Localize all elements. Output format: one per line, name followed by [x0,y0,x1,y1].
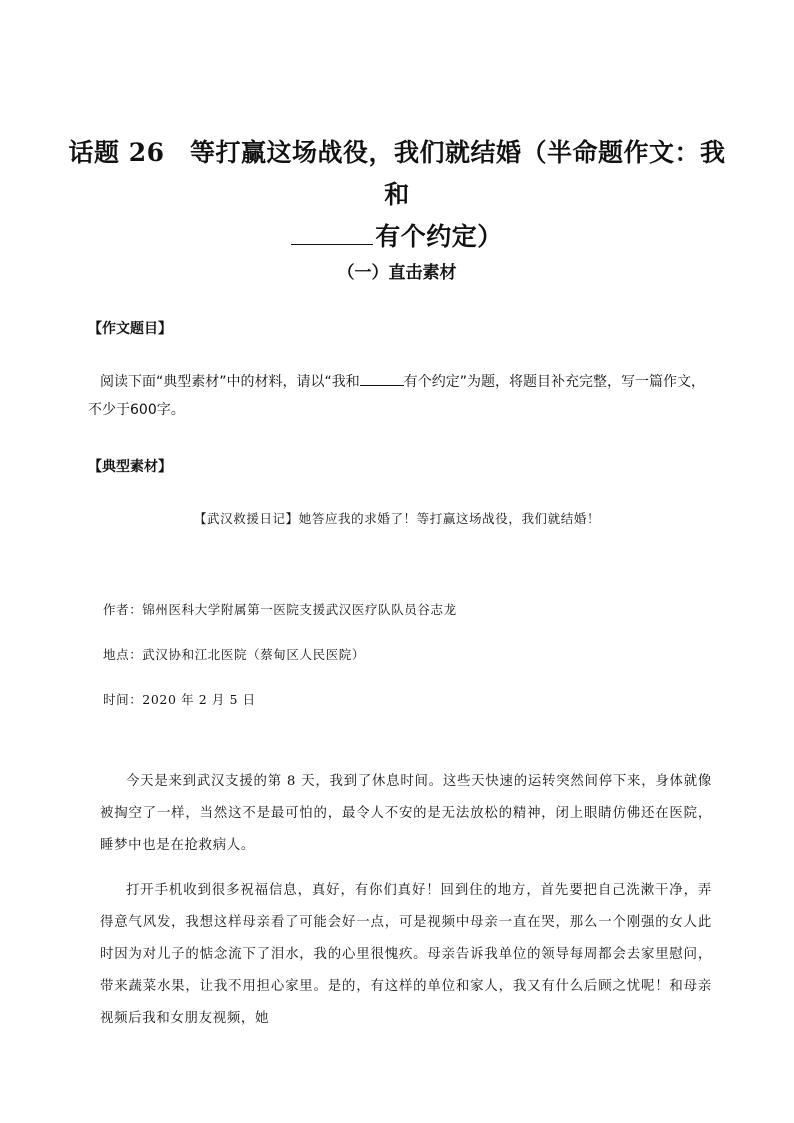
prompt-paragraph [88,368,715,424]
prompt-blank [360,371,404,386]
title-line-2 [60,216,734,258]
material-author: 作者：锦州医科大学附属第一医院支援武汉医疗队队员谷志龙 [103,602,457,617]
material-paragraph-2: 打开手机收到很多祝福信息，真好，有你们真好！回到住的地方，首先要把自己洗漱干净，弄得意气风发，我想这样母亲看了可能会好一点，可是视频中母亲一直在哭，那么一个刚强的女人此时因为对儿子的惦念流下了泪水，我的心里很愧疚。母亲告诉我单位的领导每周都会去家里慰问，带来蔬菜水果，让我不用担心家里。是的，有这样的单位和家人，我又有什么后顾之忧呢！和母亲视频后我和女朋友视频，她 [100,883,712,1026]
material-location: 地点：武汉协和江北医院（蔡甸区人民医院） [103,647,366,662]
prompt-text-a: 阅读下面“典型素材”中的材料，请以“我和 [100,374,360,390]
prompt-heading: 【作文题目】 [88,321,172,337]
material-heading: 【典型素材】 [88,459,172,475]
title-line-1: 话题 26 等打赢这场战役，我们就结婚（半命题作文：我和 [68,138,726,209]
material-headline: 【武汉救援日记】她答应我的求婚了！等打赢这场战役，我们就结婚！ [193,511,601,526]
title-blank [291,218,373,245]
material-paragraph-1: 今天是来到武汉支援的第 8 天，我到了休息时间。这些天快速的运转突然间停下来，身体就像被掏空了一样，当然这不是最可怕的，最令人不安的是无法放松的精神，闭上眼睛仿佛还在医院，睡梦中也是在抢救病人。 [100,774,712,853]
material-date: 时间：2020 年 2 月 5 日 [103,692,256,707]
section-subtitle: （一）直击素材 [337,263,457,283]
prompt-line-1 [100,368,715,396]
prompt-text-b: 有个约定”为题，将题目补充完整，写一篇作文， [403,374,706,390]
prompt-line-2: 不少于600字。 [88,402,185,418]
title-line-2-text: 有个约定） [375,222,503,251]
document-title [60,132,734,258]
